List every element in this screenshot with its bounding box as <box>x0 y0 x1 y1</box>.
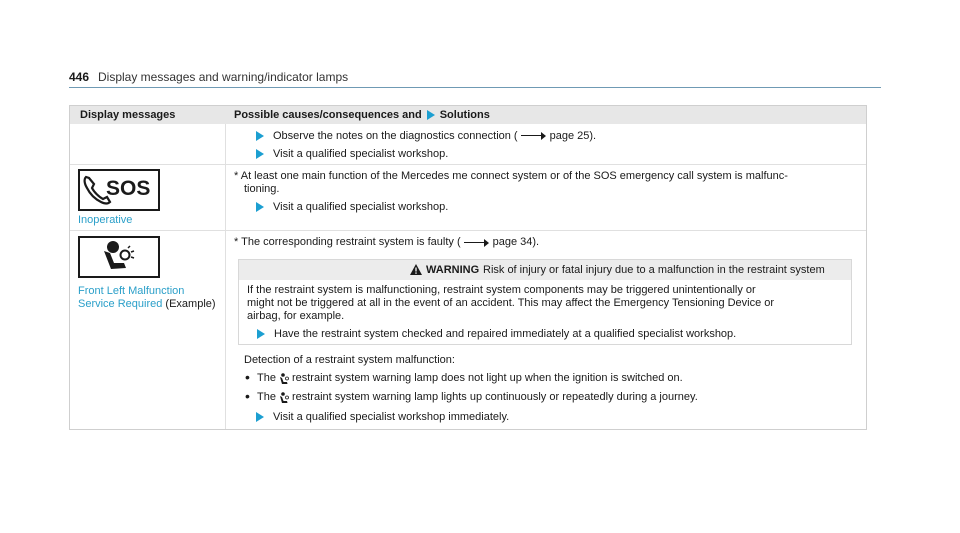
warning-step: Have the restraint system checked and repaired immediately at a qualified specialist workshop. <box>257 328 736 340</box>
bullet-dot: • <box>245 388 250 404</box>
table-header <box>70 106 866 124</box>
warning-text: Risk of injury or fatal injury due to a malfunction in the restraint system <box>483 264 825 276</box>
bullet-item-2: The restraint system warning lamp lights up continuously or repeatedly during a journey. <box>257 391 698 403</box>
row-divider <box>70 164 866 165</box>
warning-header <box>239 260 851 280</box>
restraint-display-icon-frame <box>78 236 160 278</box>
inoperative-label: Inoperative <box>78 214 133 226</box>
column-divider <box>225 124 226 429</box>
warning-body-line2: might not be triggered at all in the event of an accident. This may affect the Emergency Tensioning Device or <box>247 297 775 309</box>
warning-body-line3: airbag, for example. <box>247 310 345 322</box>
step-arrow-icon <box>257 329 265 339</box>
step-arrow-icon <box>256 202 264 212</box>
restraint-warning-lamp-icon <box>279 373 289 385</box>
step-arrow-icon <box>256 149 264 159</box>
step-visit-specialist-sos: Visit a qualified specialist workshop. <box>256 201 448 213</box>
page-reference-arrow-icon <box>464 239 490 247</box>
warning-title: WARNING <box>426 264 480 276</box>
step-arrow-icon <box>256 131 264 141</box>
sos-cause-line1: * At least one main function of the Mercedes me connect system or of the SOS emergency call system is malfunc- <box>234 170 788 182</box>
bullet-dot: • <box>245 369 250 385</box>
solution-arrow-icon <box>427 110 435 120</box>
display-messages-table <box>69 105 867 430</box>
warning-body-line1: If the restraint system is malfunctioning, restraint system components may be triggered unintentionally or <box>247 284 756 296</box>
detection-heading: Detection of a restraint system malfunction: <box>244 354 455 366</box>
restraint-warning-lamp-icon <box>279 392 289 404</box>
page-25-link[interactable]: page 25). <box>549 130 597 142</box>
sos-display-icon-frame <box>78 169 160 211</box>
svg-text:SOS: SOS <box>106 177 151 200</box>
step-visit-specialist: Visit a qualified specialist workshop. <box>256 148 448 160</box>
phone-sos-icon <box>80 171 158 209</box>
step-arrow-icon <box>256 412 264 422</box>
front-left-malfunction-label: Front Left Malfunction <box>78 285 185 297</box>
step-diagnostics: Observe the notes on the diagnostics connection ( page 25). <box>256 130 596 142</box>
page-number: 446 <box>69 70 90 84</box>
column-header-causes: Possible causes/consequences and Solutions <box>234 109 490 121</box>
step-visit-specialist-immediately: Visit a qualified specialist workshop immediately. <box>256 411 509 423</box>
sos-cause-line2: tioning. <box>244 183 280 195</box>
restraint-cause: * The corresponding restraint system is faulty ( page 34). <box>234 236 540 248</box>
bullet-item-1: The restraint system warning lamp does not light up when the ignition is switched on. <box>257 372 683 384</box>
page-title: Display messages and warning/indicator lamps <box>98 70 349 84</box>
page-34-link[interactable]: page 34). <box>492 236 540 248</box>
page-header <box>69 70 881 88</box>
warning-triangle-icon <box>410 264 422 275</box>
page-reference-arrow-icon <box>521 132 547 140</box>
service-required-label: Service Required (Example) <box>78 298 216 310</box>
airbag-seat-icon <box>80 238 158 276</box>
warning-box <box>238 259 852 345</box>
column-header-display-messages: Display messages <box>80 109 176 121</box>
row-divider <box>70 230 866 231</box>
